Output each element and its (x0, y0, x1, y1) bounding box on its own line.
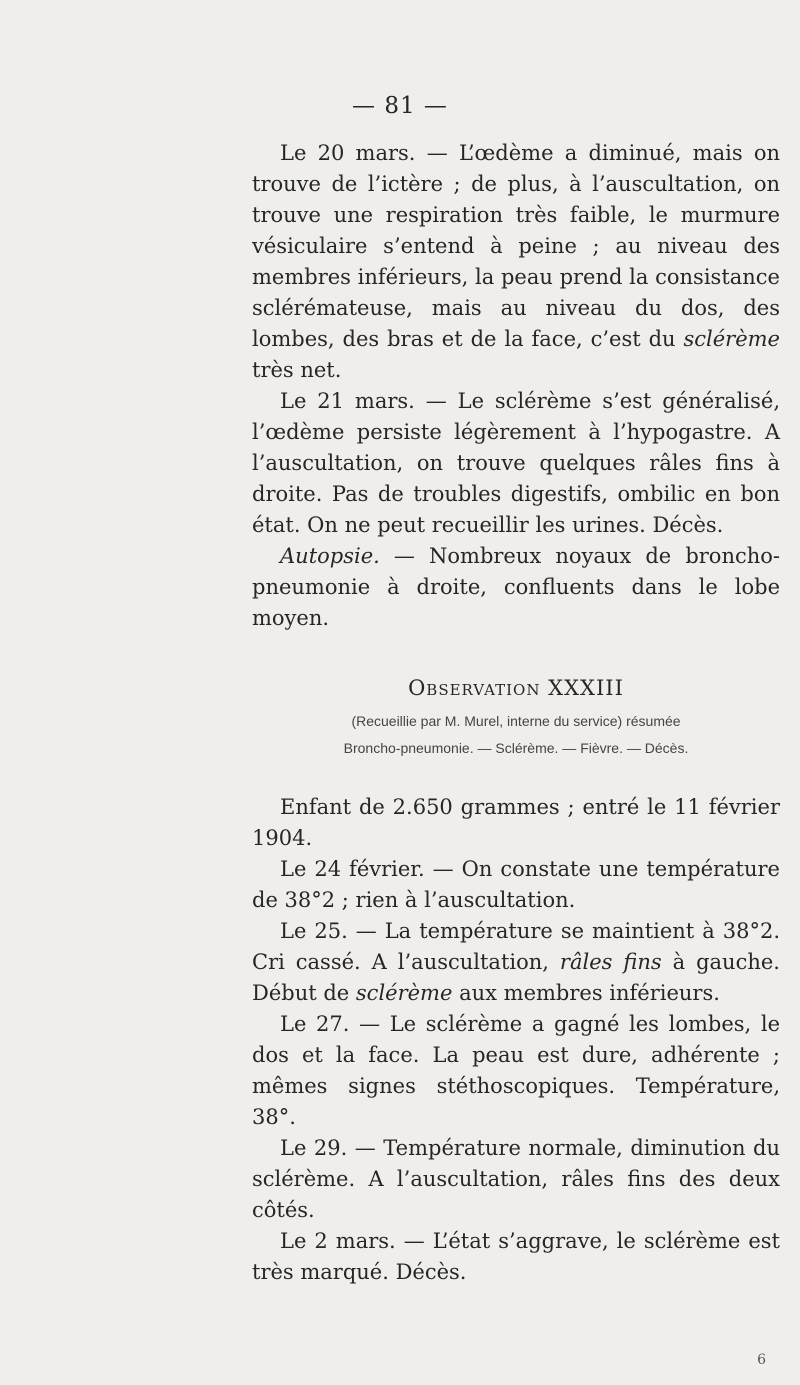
case-continuation (252, 138, 780, 634)
sclereme-emphasis: sclérème (683, 327, 780, 351)
observation-summary: Broncho-pneumonie. — Sclérème. — Fièvre. — Décès. (343, 740, 689, 756)
rales-fins-emphasis: râles fins (559, 950, 662, 974)
observation-title: Observation XXXIII (408, 676, 624, 700)
paragraph-20-mars: Le 20 mars. — L’œdème a diminué, mais on trouve de l’ictère ; de plus, à l’auscultation, on trouve une respiration très faible, le murmure vésiculaire s’entend à peine ; au niveau des membres inférieurs, la peau prend la consistance sclérémateuse, mais au niveau du dos, des lombes, des bras et de la face, c’est du sclérème très net. (252, 141, 780, 382)
paragraph-autopsie: Autopsie. — Nombreux noyaux de broncho-pneumonie à droite, confluents dans le lobe moyen. (252, 544, 780, 630)
body-text (252, 138, 780, 1288)
paragraph-entry: Enfant de 2.650 grammes ; entré le 11 février 1904. (252, 795, 780, 850)
spacer (252, 762, 780, 792)
paragraph-24-fevrier: Le 24 février. — On constate une température de 38°2 ; rien à l’auscultation. (252, 857, 780, 912)
page-number: — 81 — (352, 93, 448, 119)
paragraph-2-mars: Le 2 mars. — L’état s’aggrave, le sclérème est très marqué. Décès. (252, 1229, 780, 1284)
sclereme-emphasis-2: sclérème (355, 981, 453, 1005)
paragraph-25: Le 25. — La température se maintient à 38°2. Cri cassé. A l’auscultation, râles fins à gauche. Début de sclérème aux membres inférieurs. (252, 919, 780, 1005)
observation-source: (Recueillie par M. Murel, interne du service) résumée (351, 713, 681, 729)
paragraph-27: Le 27. — Le sclérème a gagné les lombes, le dos et la face. La peau est dure, adhérente ; mêmes signes stéthoscopiques. Température, 38°. (252, 1012, 780, 1129)
signature-mark: 6 (757, 1352, 766, 1368)
autopsie-label: Autopsie. (280, 544, 380, 568)
paragraph-21-mars: Le 21 mars. — Le sclérème s’est généralisé, l’œdème persiste légèrement à l’hypogastre. A l’auscultation, on trouve quelques râles fins à droite. Pas de troubles digestifs, ombilic en bon état. On ne peut recueillir les urines. Décès. (252, 389, 780, 537)
observation-body (252, 792, 780, 1288)
paragraph-29: Le 29. — Température normale, diminution du sclérème. A l’auscultation, râles fins des deux côtés. (252, 1136, 780, 1222)
